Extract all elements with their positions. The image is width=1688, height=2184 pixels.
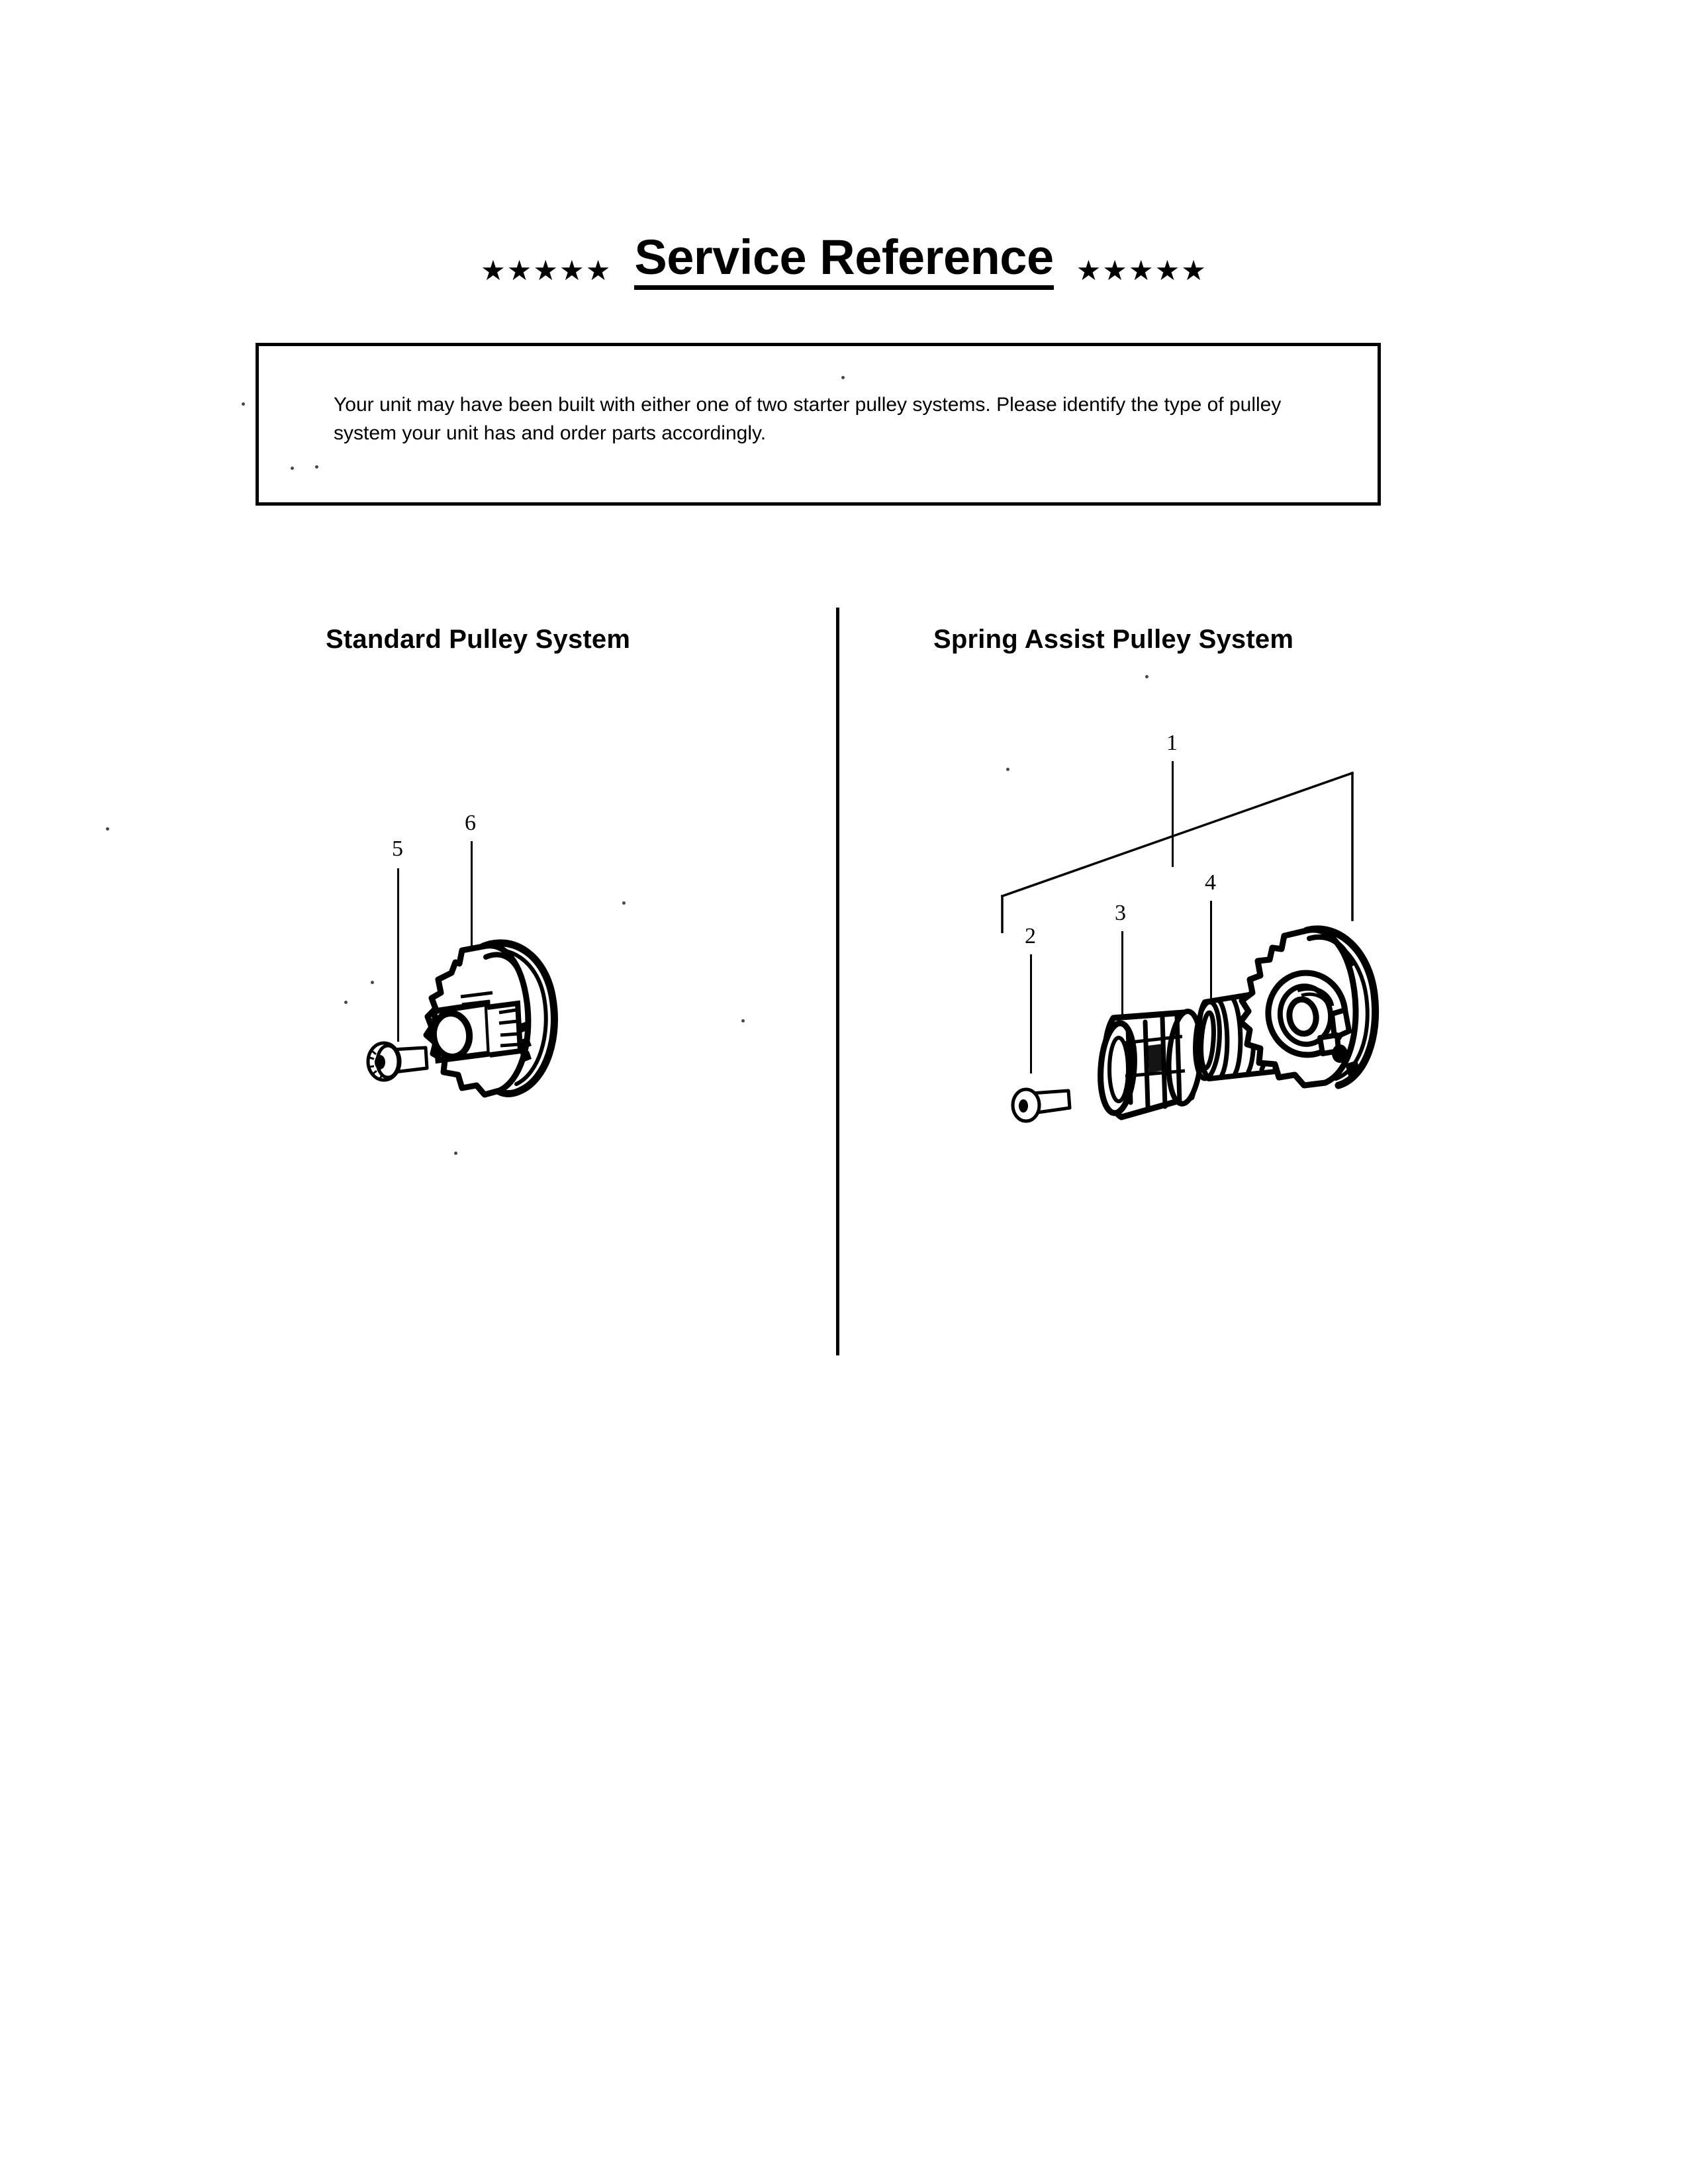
illustration-starter-pulley-spring — [1233, 921, 1398, 1097]
scan-speck — [1006, 768, 1009, 771]
leader-line-2 — [1030, 954, 1032, 1073]
callout-number-2: 2 — [1025, 924, 1036, 948]
scan-speck — [106, 827, 109, 831]
leader-line-1 — [1172, 761, 1174, 867]
callout-number-1: 1 — [1166, 731, 1178, 755]
leader-line-5 — [397, 868, 399, 1042]
bracket-part-1 — [990, 761, 1367, 933]
illustration-screw-spring — [1005, 1079, 1091, 1142]
scan-speck — [344, 1001, 348, 1004]
page-title-text: Service Reference — [634, 233, 1053, 290]
scan-speck — [841, 376, 845, 379]
stars-left-icon: ★★★★★ — [481, 254, 612, 287]
section-heading-spring-assist: Spring Assist Pulley System — [933, 625, 1294, 654]
note-box — [256, 343, 1381, 506]
callout-number-3: 3 — [1115, 901, 1126, 925]
scan-speck — [315, 465, 318, 469]
stars-right-icon: ★★★★★ — [1076, 254, 1207, 287]
scan-speck — [1145, 675, 1149, 678]
section-heading-standard: Standard Pulley System — [326, 625, 631, 654]
scan-speck — [741, 1019, 745, 1023]
illustration-starter-pulley-standard — [421, 924, 580, 1106]
scan-speck — [622, 901, 626, 905]
scan-speck — [371, 981, 374, 984]
callout-number-5: 5 — [392, 837, 403, 861]
note-text: Your unit may have been built with either one of two starter pulley systems. Please identify the type of pulley system your unit has and order parts accordingly. — [334, 394, 1282, 444]
callout-number-4: 4 — [1205, 870, 1216, 895]
callout-number-6: 6 — [465, 811, 476, 835]
page-title — [0, 230, 1688, 290]
scan-speck — [291, 467, 294, 470]
section-divider — [836, 608, 839, 1355]
scan-speck — [454, 1152, 457, 1155]
scan-speck — [242, 402, 245, 406]
